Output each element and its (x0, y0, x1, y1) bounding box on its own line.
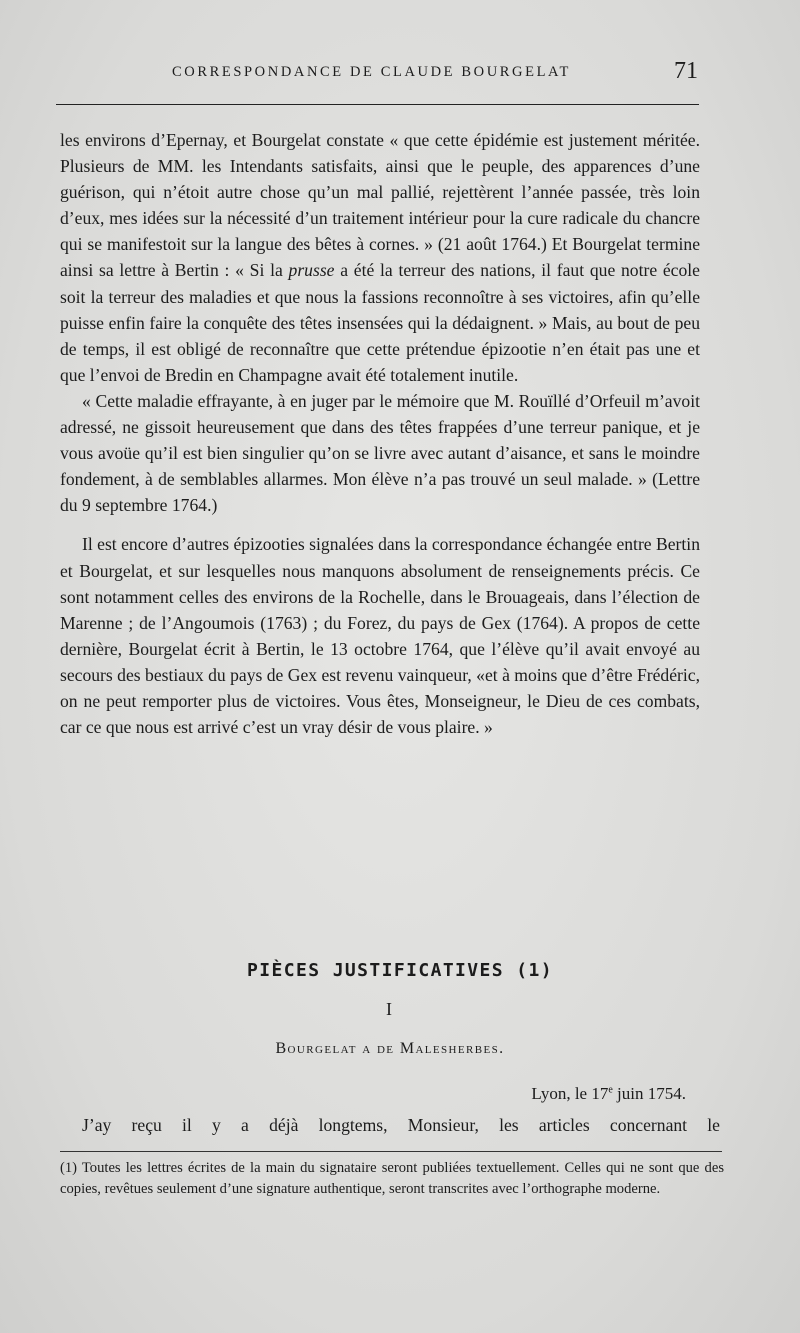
header-rule (56, 104, 699, 105)
paragraph-2: « Cette maladie effrayante, à en juger par le mémoire que M. Rouïllé d’Orfeuil m’avoit adressé, ne gissoit heureusement que dans des têtes frappées d’une terreur panique, et je vous avoüe qu’il est bien singulier qu’on se livre avec autant d’aisance, et sans le moindre fondement, à de semblables allarmes. Mon élève n’a pas trouvé un seul malade. » (Lettre du 9 septembre 1764.) (60, 390, 700, 516)
letter-place-date (531, 1084, 686, 1104)
paragraph-1-end: a été la terreur des nations, il faut que notre école soit la terreur des maladies et que nous la fassions reconnoître à ses victoires, afin qu’elle puisse enfin faire la conquête des têtes insensées qui la dédaignent. » Mais, au bout de peu de temps, il est obligé de reconnaître que cette prétendue épizootie n’en était pas une et que l’envoi de Bredin en Champagne avait été totalement inutile. (60, 260, 700, 385)
page-number: 71 (674, 58, 698, 84)
place-date-superscript: e (608, 1084, 613, 1096)
paragraph-3: Il est encore d’autres épizooties signalées dans la correspondance échangée entre Bertin et Bourgelat, et sur lesquelles nous manquons absolument de renseignements précis. Ce sont notamment celles des environs de la Rochelle, dans le Brouageais, dans l’élection de Marenne ; de l’Angoumois (1763) ; du Forez, du pays de Gex (1764). A propos de cette dernière, Bourgelat écrit à Bertin, le 13 octobre 1764, que l’élève qu’il avait envoyé au secours des bestiaux du pays de Gex est revenu vainqueur, «et à moins que d’être Frédéric, on ne peut remporter plus de victoires. Vous êtes, Monseigneur, le Dieu de ces combats, car ce que nous est arrivé c’est un vray désir de vous plaire. » (60, 534, 700, 738)
letter-number: I (386, 999, 392, 1019)
main-text (60, 127, 700, 740)
section-heading: PIÈCES JUSTIFICATIVES (1) (247, 960, 553, 981)
running-title: CORRESPONDANCE DE CLAUDE BOURGELAT (172, 64, 571, 80)
place-date-suffix: juin 1754. (612, 1084, 686, 1103)
paragraph-1-italic: prusse (288, 260, 335, 281)
footnote: (1) Toutes les lettres écrites de la main du signataire seront publiées textuellement. Celles qui ne sont que des copies, revêtues seulement d’une signature authentique, seront transcrites avec l’orthographe moderne. (60, 1160, 724, 1197)
letter-title: Bourgelat a de Malesherbes. (275, 1040, 505, 1057)
footnote-rule (60, 1151, 722, 1152)
paragraph-1 (60, 127, 700, 388)
letter-first-line: J’ay reçu il y a déjà longtems, Monsieur, les articles concernant le (82, 1115, 720, 1135)
paragraph-1-text: les environs d’Epernay, et Bourgelat constate « que cette épidémie est justement méritée. Plusieurs de MM. les Intendants satisfaits, ainsi que le peuple, des apparences d’une guérison, qui n’étoit autre chose qu’un mal pallié, rejettèrent l’année passée, très loin d’eux, mes idées sur la nécessité d’un traitement intérieur pour la cure radicale du chancre qui se manifestoit sur la langue des bêtes à cornes. » (21 août 1764.) Et Bourgelat termine ainsi sa lettre à Bertin : « Si la (60, 130, 700, 281)
page-header (60, 58, 700, 88)
place-date-prefix: Lyon, le 17 (531, 1084, 609, 1103)
